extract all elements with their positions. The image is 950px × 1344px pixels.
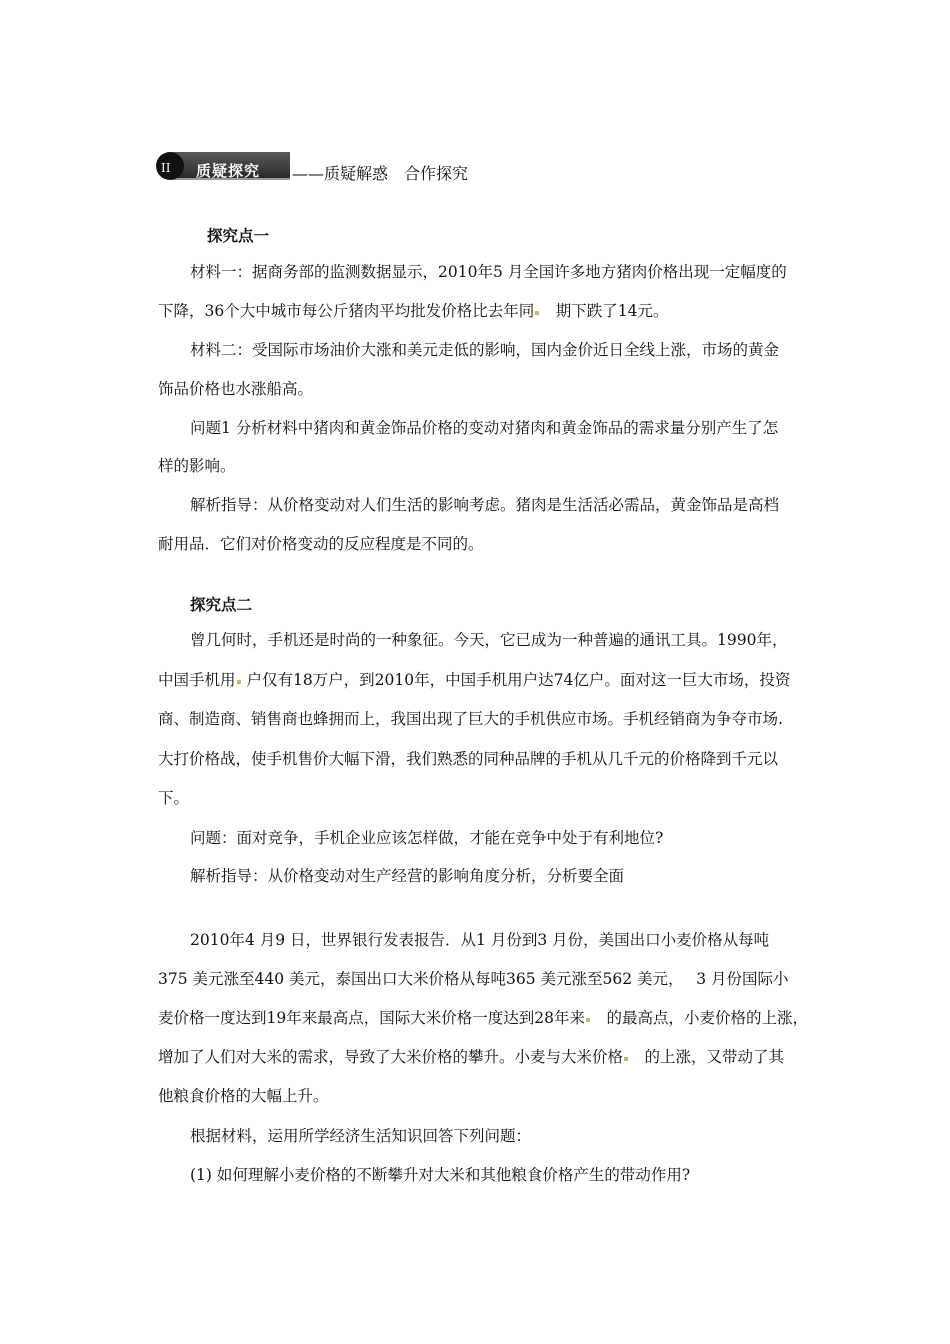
point1-material2-line2: 饰品价格也水涨船高。 [158,380,314,398]
point1-guide-line2: 耐用品．它们对价格变动的反应程度是不同的。 [158,535,484,553]
point2-paragraph-line5: 下。 [158,789,190,807]
section-badge-label: 质疑探究 [196,162,261,180]
point2-title: 探究点二 [190,595,253,614]
section-subtitle: ——质疑解惑 合作探究 [292,164,469,183]
point3-question1: (1) 如何理解小麦价格的不断攀升对大米和其他粮食价格产生的带动作用? [190,1166,691,1184]
point3-paragraph-line5: 他粮食价格的大幅上升。 [158,1087,329,1105]
point3-paragraph-line4: 增加了人们对大米的需求，导致了大米价格的攀升。小麦与大米价格 的上涨，又带动了其 [158,1048,785,1066]
point1-material1-line1: 材料一：据商务部的监测数据显示，2010年5 月全国许多地方猪肉价格出现一定幅度的 [190,263,787,281]
point1-material1-line2: 下降，36个大中城市每公斤猪肉平均批发价格比去年同 期下跌了14元。 [158,302,669,320]
section-header [156,150,576,190]
point1-title: 探究点一 [207,226,270,245]
point3-paragraph-line1: 2010年4 月9 日，世界银行发表报告．从1 月份到3 月份，美国出口小麦价格从每吨 [190,931,770,949]
point2-guide: 解析指导：从价格变动对生产经营的影响角度分析，分析要全面 [190,867,625,885]
point2-question: 问题：面对竞争，手机企业应该怎样做，才能在竞争中处于有利地位? [190,829,664,847]
point2-paragraph-line4: 大打价格战，使手机售价大幅下滑，我们熟悉的同种品牌的手机从几千元的价格降到千元以 [158,750,779,768]
point2-paragraph-line2: 中国手机用 户仅有18万户，到2010年，中国手机用户达74亿户。面对这一巨大市场，投资 [158,671,791,689]
section-badge-numeral: II [161,161,171,175]
mark-dot [237,680,241,684]
mark-dot [535,311,539,315]
point1-question-line2: 样的影响。 [158,457,236,475]
point1-material2-line1: 材料二：受国际市场油价大涨和美元走低的影响，国内金价近日全线上涨，市场的黄金 [190,341,780,359]
point1-question-line1: 问题1 分析材料中猪肉和黄金饰品价格的变动对猪肉和黄金饰品的需求量分别产生了怎 [190,419,779,437]
point3-paragraph-line3: 麦价格一度达到19年来最高点，国际大米价格一度达到28年来 的最高点，小麦价格的上涨， [158,1009,808,1027]
point3-instruction: 根据材料，运用所学经济生活知识回答下列问题： [190,1127,532,1145]
mark-dot [586,1018,590,1022]
mark-dot [624,1057,628,1061]
point2-paragraph-line1: 曾几何时，手机还是时尚的一种象征。今天，它已成为一种普遍的通讯工具。1990年， [190,631,788,649]
point3-paragraph-line2: 375 美元涨至440 美元，泰国出口大米价格从每吨365 美元涨至562 美元， 3 月份国际小 [158,970,789,988]
point1-guide-line1: 解析指导：从价格变动对人们生活的影响考虑。猪肉是生活活必需品，黄金饰品是高档 [190,496,780,514]
point2-paragraph-line3: 商、制造商、销售商也蜂拥而上，我国出现了巨大的手机供应市场。手机经销商为争夺市场. [158,710,783,728]
